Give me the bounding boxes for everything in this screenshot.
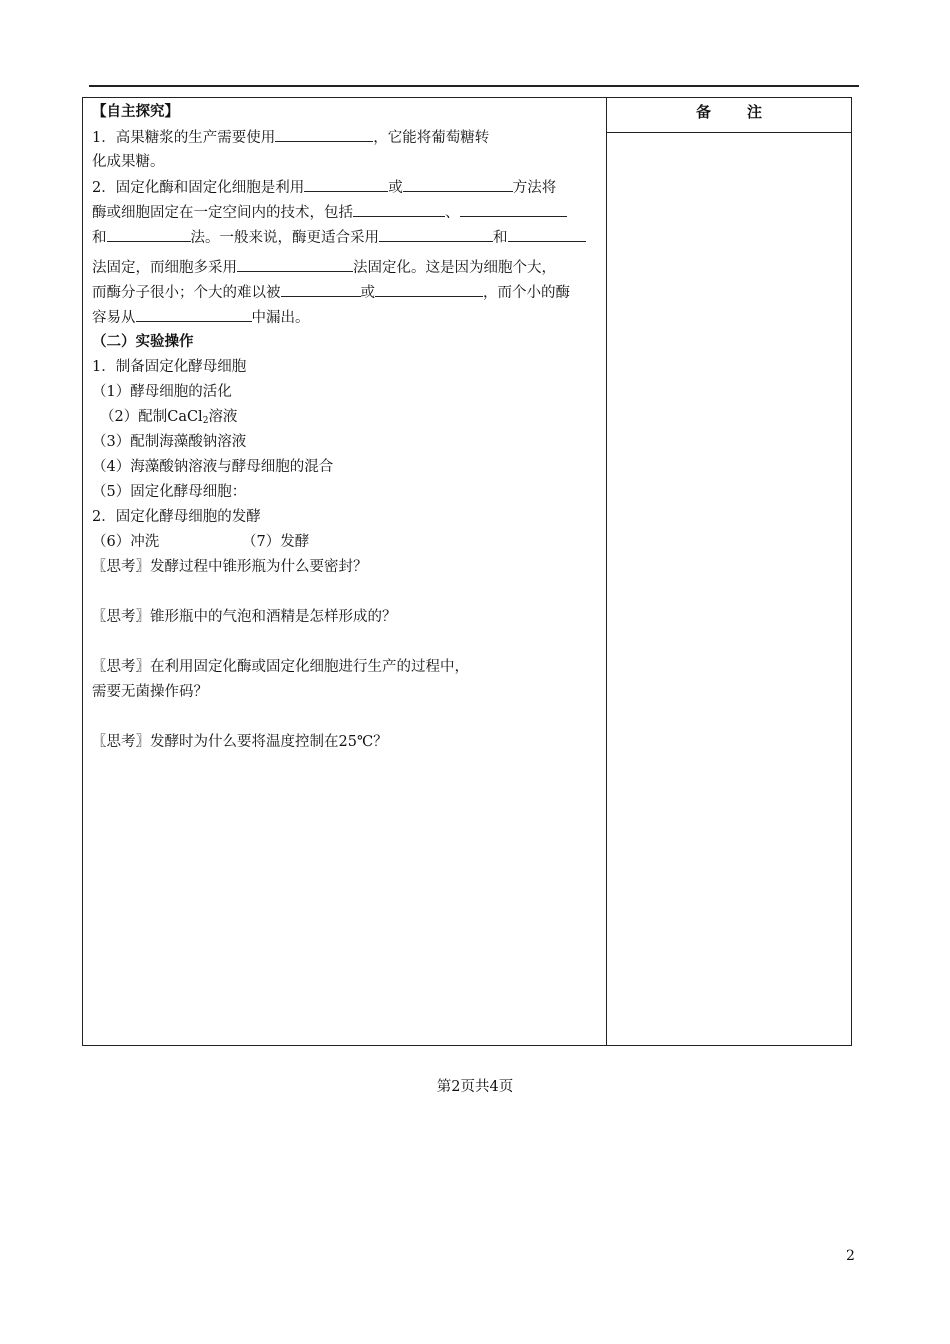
step-item-7: （7）发酵 <box>242 534 310 550</box>
section-heading: 【自主探究】 <box>92 103 179 120</box>
notes-header-char-2: 注 <box>747 103 763 121</box>
step-item-4: （4）海藻酸钠溶液与酵母细胞的混合 <box>92 459 334 475</box>
think-question-3-line-2: 需要无菌操作码？ <box>92 684 208 700</box>
answer-blank[interactable] <box>375 282 483 297</box>
worksheet-table <box>82 97 852 1046</box>
think-question-1: 〖思考〗发酵过程中锥形瓶为什么要密封？ <box>92 559 368 575</box>
notes-header-char-1: 备 <box>695 103 711 121</box>
answer-blank[interactable] <box>379 227 493 242</box>
section-2-title: （二）实验操作 <box>92 333 194 350</box>
question-2-line-2: 酶或细胞固定在一定空间内的技术，包括 、 <box>92 202 567 222</box>
answer-blank[interactable] <box>304 177 388 192</box>
step-item-3: （3）配制海藻酸钠溶液 <box>92 434 247 450</box>
step-item-6: （6）冲洗 <box>92 534 160 550</box>
header-rule <box>89 85 859 87</box>
think-question-3-line-1: 〖思考〗在利用固定化酶或固定化细胞进行生产的过程中， <box>92 659 469 675</box>
step-2-title: 2．固定化酵母细胞的发酵 <box>92 509 261 525</box>
answer-blank[interactable] <box>281 282 361 297</box>
page-number: 2 <box>846 1248 855 1264</box>
answer-blank[interactable] <box>508 227 586 242</box>
step-item-5: （5）固定化酵母细胞： <box>92 484 247 500</box>
question-2-line-6: 容易从 中漏出。 <box>92 307 310 327</box>
question-1-line-2: 化成果糖。 <box>92 154 165 170</box>
answer-blank[interactable] <box>460 202 567 217</box>
answer-blank[interactable] <box>237 257 353 272</box>
step-1-title: 1．制备固定化酵母细胞 <box>92 359 247 375</box>
question-1-line-1: 1．高果糖浆的生产需要使用 ，它能将葡萄糖转 <box>92 127 489 147</box>
question-2-line-3: 和 法。一般来说，酶更适合采用 和 <box>92 227 586 247</box>
question-2-line-4: 法固定，而细胞多采用 法固定化。这是因为细胞个大， <box>92 257 556 277</box>
step-item-2: （2）配制CaCl$_2$溶液 <box>100 409 238 426</box>
think-question-4: 〖思考〗发酵时为什么要将温度控制在25℃？ <box>92 734 388 750</box>
think-question-2: 〖思考〗锥形瓶中的气泡和酒精是怎样形成的？ <box>92 609 397 625</box>
answer-blank[interactable] <box>353 202 445 217</box>
question-2-line-5: 而酶分子很小；个大的难以被 或 ，而个小的酶 <box>92 282 570 302</box>
notes-header <box>607 98 851 133</box>
question-2-line-1: 2．固定化酶和固定化细胞是利用 或 方法将 <box>92 177 556 197</box>
answer-blank[interactable] <box>107 227 191 242</box>
page-footer: 第2页共4页 <box>436 1079 514 1095</box>
column-divider <box>606 98 607 1045</box>
answer-blank[interactable] <box>403 177 513 192</box>
answer-blank[interactable] <box>275 127 373 142</box>
answer-blank[interactable] <box>136 307 252 322</box>
step-item-1: （1）酵母细胞的活化 <box>92 384 232 400</box>
